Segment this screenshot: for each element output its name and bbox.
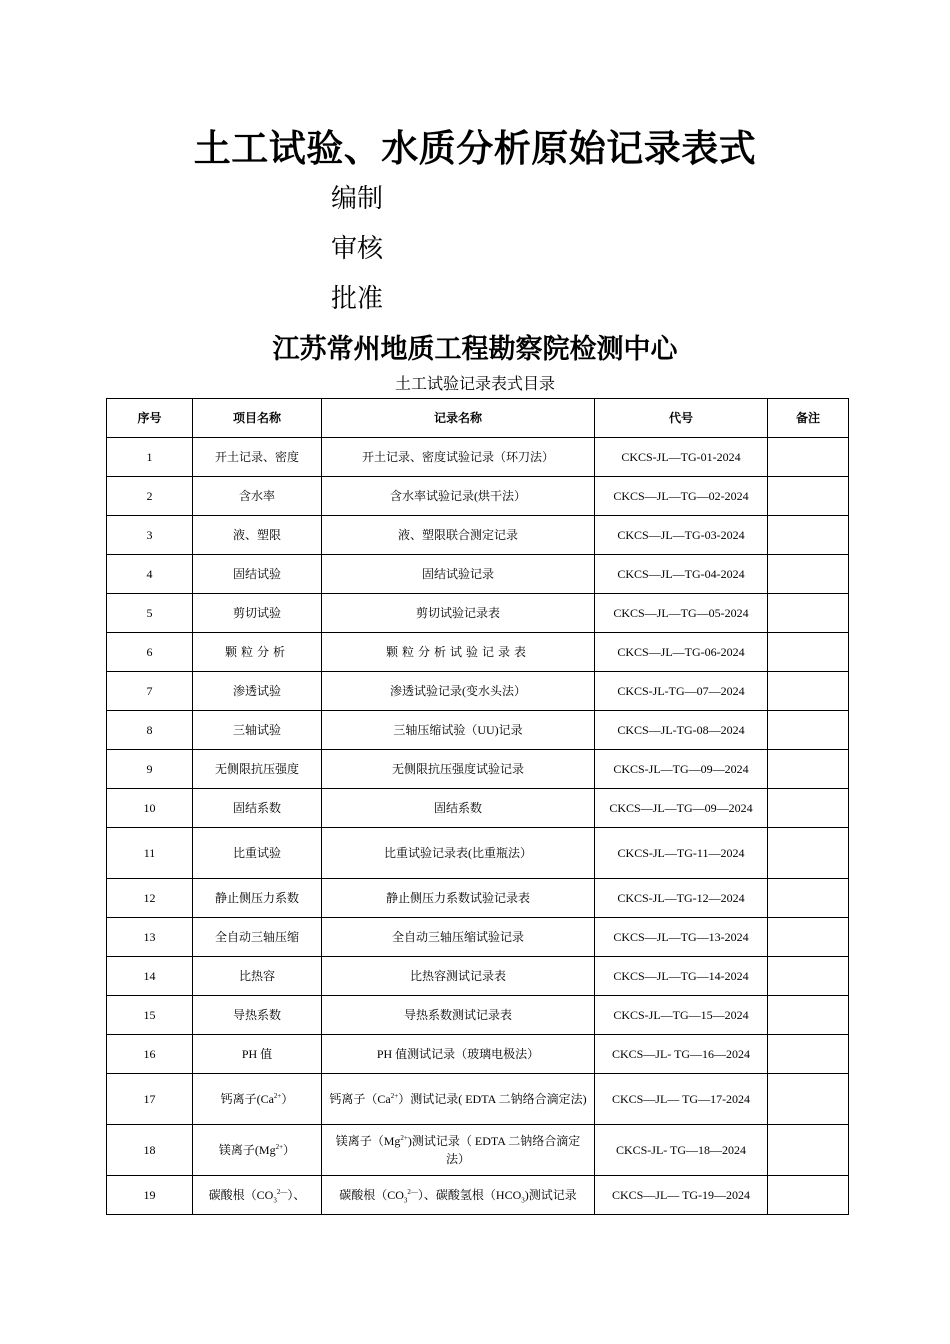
cell-remark — [768, 711, 849, 750]
cell-remark — [768, 750, 849, 789]
cell-code: CKCS-JL—TG-01-2024 — [595, 438, 768, 477]
cell-item: 固结系数 — [193, 789, 322, 828]
cell-code: CKCS—JL—TG—13-2024 — [595, 918, 768, 957]
cell-code: CKCS—JL— TG—17-2024 — [595, 1074, 768, 1125]
table-row — [107, 1035, 849, 1074]
catalog-table — [106, 398, 849, 1215]
cell-record: 钙离子$(Ca^{2+})$测试记录( EDTA 二钠络合滴定法) — [322, 1074, 595, 1125]
cell-remark — [768, 879, 849, 918]
cell-record: 颗粒分析试验记录表 — [322, 633, 595, 672]
signature-approved: 批准 — [331, 284, 384, 313]
table-row — [107, 1176, 849, 1215]
cell-remark — [768, 918, 849, 957]
header-record: 记录名称 — [322, 399, 595, 438]
cell-item: 导热系数 — [193, 996, 322, 1035]
cell-record: 碳酸根$(CO_3^{2—})$、碳酸氢根$(HCO_3)$测试记录 — [322, 1176, 595, 1215]
cell-record: 静止侧压力系数试验记录表 — [322, 879, 595, 918]
cell-remark — [768, 996, 849, 1035]
cell-no: 1 — [107, 438, 193, 477]
cell-no: 11 — [107, 828, 193, 879]
cell-code: CKCS-JL—TG—09—2024 — [595, 750, 768, 789]
cell-code: CKCS-JL—TG—15—2024 — [595, 996, 768, 1035]
table-row — [107, 1074, 849, 1125]
table-row — [107, 1125, 849, 1176]
table-row — [107, 711, 849, 750]
cell-record: 比热容测试记录表 — [322, 957, 595, 996]
cell-code: CKCS—JL—TG—14-2024 — [595, 957, 768, 996]
cell-no: 8 — [107, 711, 193, 750]
table-row — [107, 957, 849, 996]
cell-no: 14 — [107, 957, 193, 996]
cell-remark — [768, 1035, 849, 1074]
cell-no: 3 — [107, 516, 193, 555]
cell-no: 19 — [107, 1176, 193, 1215]
cell-no: 2 — [107, 477, 193, 516]
cell-remark — [768, 1125, 849, 1176]
cell-remark — [768, 672, 849, 711]
cell-record: 开土记录、密度试验记录（环刀法） — [322, 438, 595, 477]
cell-code: CKCS—JL—TG-06-2024 — [595, 633, 768, 672]
cell-no: 18 — [107, 1125, 193, 1176]
cell-no: 16 — [107, 1035, 193, 1074]
cell-record: 导热系数测试记录表 — [322, 996, 595, 1035]
cell-code: CKCS—JL— TG-19—2024 — [595, 1176, 768, 1215]
cell-item: 渗透试验 — [193, 672, 322, 711]
cell-item: 颗粒分析 — [193, 633, 322, 672]
cell-no: 13 — [107, 918, 193, 957]
cell-record: 渗透试验记录(变水头法） — [322, 672, 595, 711]
cell-item: 静止侧压力系数 — [193, 879, 322, 918]
table-row — [107, 555, 849, 594]
cell-item: 碳酸根$(CO_3^{2—})$、 — [193, 1176, 322, 1215]
header-item: 项目名称 — [193, 399, 322, 438]
main-title: 土工试验、水质分析原始记录表式 — [193, 129, 757, 170]
header-no: 序号 — [107, 399, 193, 438]
signature-reviewed: 审核 — [331, 234, 384, 263]
cell-remark — [768, 1176, 849, 1215]
cell-remark — [768, 555, 849, 594]
table-row — [107, 516, 849, 555]
cell-remark — [768, 516, 849, 555]
cell-item: 钙离子$(Ca^{2+})$ — [193, 1074, 322, 1125]
cell-remark — [768, 1074, 849, 1125]
cell-item: 液、塑限 — [193, 516, 322, 555]
cell-code: CKCS—JL—TG-04-2024 — [595, 555, 768, 594]
cell-remark — [768, 594, 849, 633]
cell-item: 剪切试验 — [193, 594, 322, 633]
cell-no: 17 — [107, 1074, 193, 1125]
cell-item: 固结试验 — [193, 555, 322, 594]
cell-item: 含水率 — [193, 477, 322, 516]
cell-code: CKCS—JL-TG-08—2024 — [595, 711, 768, 750]
header-code: 代号 — [595, 399, 768, 438]
cell-code: CKCS—JL—TG—09—2024 — [595, 789, 768, 828]
cell-code: CKCS—JL- TG—16—2024 — [595, 1035, 768, 1074]
cell-no: 6 — [107, 633, 193, 672]
cell-record: 无侧限抗压强度试验记录 — [322, 750, 595, 789]
table-header-row — [107, 399, 849, 438]
cell-no: 9 — [107, 750, 193, 789]
cell-record: 固结系数 — [322, 789, 595, 828]
catalog-title: 土工试验记录表式目录 — [394, 376, 555, 393]
cell-code: CKCS-JL- TG—18—2024 — [595, 1125, 768, 1176]
cell-code: CKCS-JL—TG-11—2024 — [595, 828, 768, 879]
cell-record: 比重试验记录表(比重瓶法） — [322, 828, 595, 879]
cell-record: 固结试验记录 — [322, 555, 595, 594]
cell-code: CKCS-JL—TG-12—2024 — [595, 879, 768, 918]
cell-item: 三轴试验 — [193, 711, 322, 750]
table-row — [107, 672, 849, 711]
cell-record: 三轴压缩试验（UU)记录 — [322, 711, 595, 750]
cell-no: 10 — [107, 789, 193, 828]
table-row — [107, 879, 849, 918]
cell-item: 镁离子$(Mg^{2+})$ — [193, 1125, 322, 1176]
cell-remark — [768, 828, 849, 879]
table-row — [107, 789, 849, 828]
cell-record: 剪切试验记录表 — [322, 594, 595, 633]
cell-record: 全自动三轴压缩试验记录 — [322, 918, 595, 957]
cell-item: 全自动三轴压缩 — [193, 918, 322, 957]
table-row — [107, 828, 849, 879]
cell-remark — [768, 438, 849, 477]
cell-no: 5 — [107, 594, 193, 633]
cell-remark — [768, 633, 849, 672]
cell-item: PH 值 — [193, 1035, 322, 1074]
organization-name: 江苏常州地质工程勘察院检测中心 — [272, 334, 678, 364]
cell-code: CKCS-JL-TG—07—2024 — [595, 672, 768, 711]
cell-item: 比重试验 — [193, 828, 322, 879]
cell-remark — [768, 477, 849, 516]
cell-remark — [768, 789, 849, 828]
cell-code: CKCS—JL—TG—05-2024 — [595, 594, 768, 633]
table-row — [107, 996, 849, 1035]
table-row — [107, 633, 849, 672]
cell-no: 15 — [107, 996, 193, 1035]
cell-no: 12 — [107, 879, 193, 918]
cell-item: 比热容 — [193, 957, 322, 996]
cell-remark — [768, 957, 849, 996]
cell-code: CKCS—JL—TG—02-2024 — [595, 477, 768, 516]
cell-item: 开土记录、密度 — [193, 438, 322, 477]
cell-record: 镁离子$(Mg^{2+})$测试记录（ EDTA 二钠络合滴定法） — [322, 1125, 595, 1176]
cell-record: 液、塑限联合测定记录 — [322, 516, 595, 555]
table-row — [107, 594, 849, 633]
cell-code: CKCS—JL—TG-03-2024 — [595, 516, 768, 555]
header-remark: 备注 — [768, 399, 849, 438]
table-row — [107, 477, 849, 516]
table-row — [107, 438, 849, 477]
table-row — [107, 750, 849, 789]
cell-record: 含水率试验记录(烘干法） — [322, 477, 595, 516]
signature-compiled: 编制 — [331, 184, 384, 213]
cell-record: PH 值测试记录（玻璃电极法） — [322, 1035, 595, 1074]
cell-no: 7 — [107, 672, 193, 711]
cell-item: 无侧限抗压强度 — [193, 750, 322, 789]
cell-no: 4 — [107, 555, 193, 594]
table-row — [107, 918, 849, 957]
